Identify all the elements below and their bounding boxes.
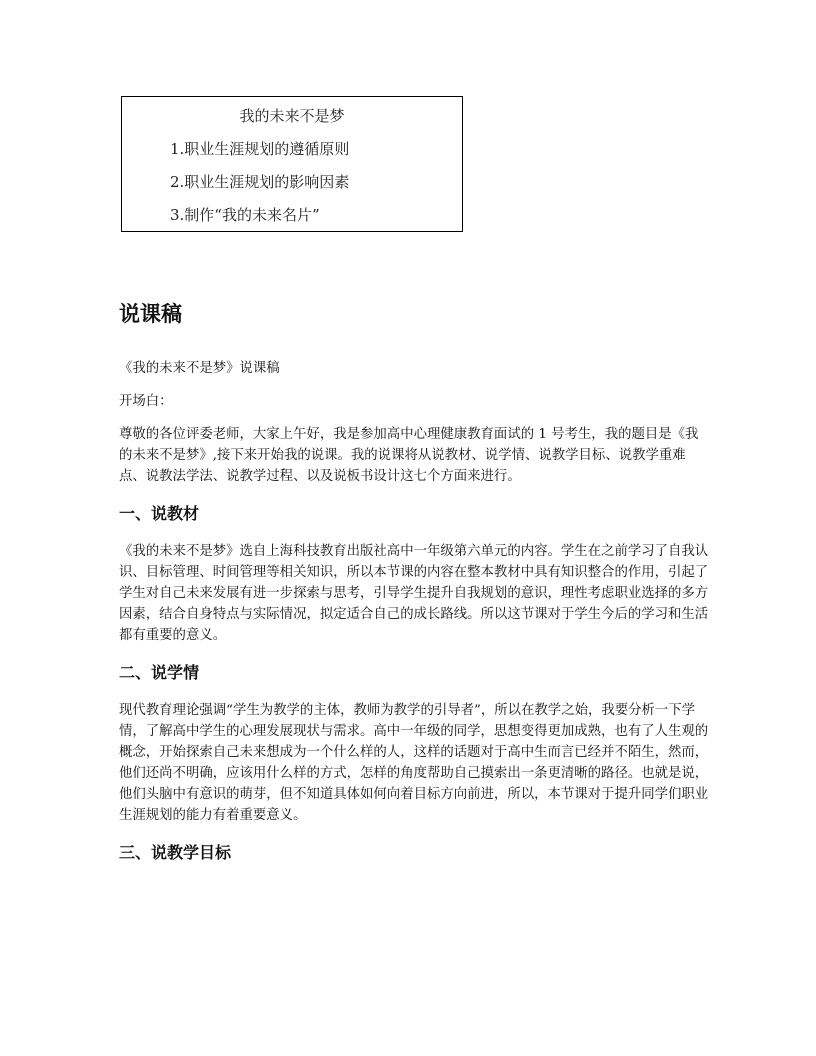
board-title: 我的未来不是梦	[239, 107, 345, 125]
page-title: 说课稿	[119, 302, 182, 326]
section-paragraph-students: 现代教育理论强调“学生为教学的主体，教师为教学的引导者”，所以在教学之始，我要分析一下学情，了解高中学生的心理发展现状与需求。高中一年级的同学，思想变得更加成熟，也有了人生观的概念，开始探索自己未来想成为一个什么样的人，这样的话题对于高中生而言已经并不陌生，然而，他们还尚不明确，应该用什么样的方式，怎样的角度帮助自己摸索出一条更清晰的路径。也就是说，他们头脑中有意识的萌芽，但不知道具体如何向着目标方向前进，所以，本节课对于提升同学们职业生涯规划的能力有着重要意义。	[119, 703, 709, 823]
board-item: 1.职业生涯规划的遵循原则	[170, 140, 350, 158]
section-paragraph-textbook: 《我的未来不是梦》选自上海科技教育出版社高中一年级第六单元的内容。学生在之前学习了自我认识、目标管理、时间管理等相关知识，所以本节课的内容在整本教材中具有知识整合的作用，引起了学生对自己未来发展有进一步探索与思考，引导学生提升自我规划的意识，理性考虑职业选择的多方因素，结合自身特点与实际情况，拟定适合自己的成长路线。所以这节课对于学生今后的学习和生活都有重要的意义。	[119, 544, 709, 643]
blackboard-design-box	[121, 96, 463, 232]
board-item: 2.职业生涯规划的影响因素	[170, 173, 350, 191]
section-heading-students: 二、说学情	[119, 663, 200, 682]
section-heading-textbook: 一、说教材	[119, 504, 200, 523]
opening-paragraph: 尊敬的各位评委老师，大家上午好，我是参加高中心理健康教育面试的 1 号考生，我的题目是《我的未来不是梦》,接下来开始我的说课。我的说课将从说教材、说学情、说教学目标、说教学重难点、说教法学法、说教学过程、以及说板书设计这七个方面来进行。	[119, 427, 699, 484]
opening-label: 开场白：	[119, 394, 173, 409]
document-body	[119, 296, 709, 880]
board-item: 3.制作“我的未来名片”	[170, 206, 320, 224]
document-subtitle: 《我的未来不是梦》说课稿	[119, 361, 280, 376]
section-heading-objectives: 三、说教学目标	[119, 843, 232, 862]
